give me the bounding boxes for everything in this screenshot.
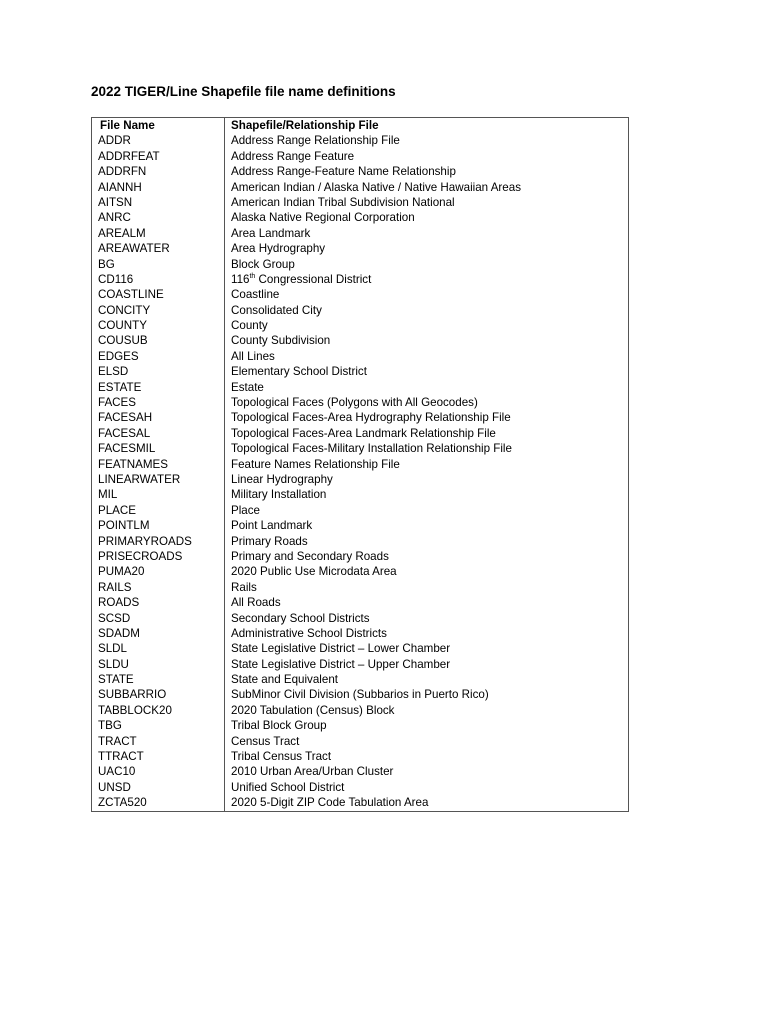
file-name-cell: RAILS [92,580,225,595]
table-row [92,795,629,811]
table-row [92,626,629,641]
column-header-file-name: File Name [92,118,225,134]
file-name-cell: FACESAL [92,426,225,441]
description-cell: Area Landmark [225,226,629,241]
file-name-cell: SCSD [92,611,225,626]
description-cell: County [225,318,629,333]
description-cell [225,272,629,287]
table-row [92,611,629,626]
file-name-cell: SLDL [92,641,225,656]
table-row [92,534,629,549]
description-cell: 2020 Public Use Microdata Area [225,564,629,579]
table-row [92,410,629,425]
table-row [92,703,629,718]
file-name-cell: EDGES [92,349,225,364]
table-row [92,441,629,456]
table-body [92,133,629,811]
table-row [92,734,629,749]
file-name-cell: FACESAH [92,410,225,425]
file-name-cell: POINTLM [92,518,225,533]
file-name-cell: SUBBARRIO [92,687,225,702]
table-row [92,303,629,318]
table-row [92,487,629,502]
description-cell: Tribal Census Tract [225,749,629,764]
file-name-cell: ADDRFN [92,164,225,179]
table-row [92,503,629,518]
table-row [92,226,629,241]
table-row [92,564,629,579]
description-cell: Topological Faces (Polygons with All Geocodes) [225,395,629,410]
file-name-cell: LINEARWATER [92,472,225,487]
file-name-cell: PRIMARYROADS [92,534,225,549]
table-row [92,595,629,610]
table-row [92,687,629,702]
file-name-cell: AITSN [92,195,225,210]
file-name-cell: UAC10 [92,764,225,779]
description-cell: Feature Names Relationship File [225,457,629,472]
file-name-cell: TRACT [92,734,225,749]
description-cell: Point Landmark [225,518,629,533]
file-name-cell: STATE [92,672,225,687]
description-cell: Area Hydrography [225,241,629,256]
file-name-cell: MIL [92,487,225,502]
file-name-cell: CD116 [92,272,225,287]
description-cell: 2020 Tabulation (Census) Block [225,703,629,718]
description-cell: Topological Faces-Area Hydrography Relationship File [225,410,629,425]
description-cell: Unified School District [225,780,629,795]
page-title: 2022 TIGER/Line Shapefile file name definitions [91,84,396,99]
description-cell: Alaska Native Regional Corporation [225,210,629,225]
file-name-cell: PUMA20 [92,564,225,579]
file-name-cell: COUSUB [92,333,225,348]
table-row [92,718,629,733]
file-name-cell: UNSD [92,780,225,795]
table-row [92,780,629,795]
table-row [92,210,629,225]
description-cell: Secondary School Districts [225,611,629,626]
description-cell: Census Tract [225,734,629,749]
file-name-cell: ESTATE [92,380,225,395]
table-row [92,180,629,195]
file-name-cell: PLACE [92,503,225,518]
table-row [92,287,629,302]
description-cell: County Subdivision [225,333,629,348]
description-cell: Address Range Relationship File [225,133,629,148]
table-row [92,641,629,656]
file-name-cell: AREAWATER [92,241,225,256]
table-row [92,380,629,395]
table-row [92,257,629,272]
table-row [92,457,629,472]
file-name-cell: ZCTA520 [92,795,225,811]
description-text: 116 [231,272,250,286]
file-name-cell: ADDR [92,133,225,148]
file-name-cell: SLDU [92,657,225,672]
description-cell: Topological Faces-Military Installation Relationship File [225,441,629,456]
column-header-shapefile: Shapefile/Relationship File [225,118,629,134]
description-cell: Tribal Block Group [225,718,629,733]
file-name-cell: ANRC [92,210,225,225]
file-name-cell: FACESMIL [92,441,225,456]
description-cell: State Legislative District – Lower Chamber [225,641,629,656]
description-cell: Block Group [225,257,629,272]
table-row [92,657,629,672]
table-row [92,395,629,410]
description-cell: State and Equivalent [225,672,629,687]
file-name-cell: ROADS [92,595,225,610]
file-name-cell: PRISECROADS [92,549,225,564]
file-name-cell: SDADM [92,626,225,641]
file-name-cell: TTRACT [92,749,225,764]
table-row [92,364,629,379]
table-row [92,426,629,441]
description-cell: State Legislative District – Upper Chamber [225,657,629,672]
description-cell: SubMinor Civil Division (Subbarios in Puerto Rico) [225,687,629,702]
table-row [92,749,629,764]
description-cell: Rails [225,580,629,595]
file-name-cell: CONCITY [92,303,225,318]
description-cell: Linear Hydrography [225,472,629,487]
file-name-cell: ADDRFEAT [92,149,225,164]
description-cell: American Indian Tribal Subdivision National [225,195,629,210]
description-cell: Place [225,503,629,518]
table-row [92,318,629,333]
description-cell: Address Range Feature [225,149,629,164]
description-cell: Elementary School District [225,364,629,379]
description-cell: 2010 Urban Area/Urban Cluster [225,764,629,779]
description-cell: All Lines [225,349,629,364]
table-row [92,349,629,364]
description-cell: All Roads [225,595,629,610]
description-text-rest: Congressional District [255,272,372,286]
table-row [92,549,629,564]
description-cell: Estate [225,380,629,395]
description-cell: Administrative School Districts [225,626,629,641]
definitions-table [91,117,629,812]
table-row [92,195,629,210]
table-row [92,672,629,687]
table-row [92,272,629,287]
description-cell: Primary and Secondary Roads [225,549,629,564]
description-cell: Topological Faces-Area Landmark Relationship File [225,426,629,441]
description-cell: Address Range-Feature Name Relationship [225,164,629,179]
description-cell: Military Installation [225,487,629,502]
file-name-cell: FEATNAMES [92,457,225,472]
file-name-cell: COASTLINE [92,287,225,302]
file-name-cell: AIANNH [92,180,225,195]
description-cell: American Indian / Alaska Native / Native Hawaiian Areas [225,180,629,195]
file-name-cell: AREALM [92,226,225,241]
file-name-cell: BG [92,257,225,272]
table-row [92,133,629,148]
file-name-cell: TABBLOCK20 [92,703,225,718]
description-cell: Primary Roads [225,534,629,549]
file-name-cell: ELSD [92,364,225,379]
table-row [92,472,629,487]
description-cell: Coastline [225,287,629,302]
file-name-cell: TBG [92,718,225,733]
description-cell: 2020 5-Digit ZIP Code Tabulation Area [225,795,629,811]
table-row [92,764,629,779]
table-row [92,164,629,179]
table-row [92,241,629,256]
table-header-row [92,118,629,134]
description-cell: Consolidated City [225,303,629,318]
table-row [92,149,629,164]
table-row [92,518,629,533]
table-row [92,580,629,595]
file-name-cell: COUNTY [92,318,225,333]
ordinal-suffix: th [249,273,256,281]
table-row [92,333,629,348]
file-name-cell: FACES [92,395,225,410]
